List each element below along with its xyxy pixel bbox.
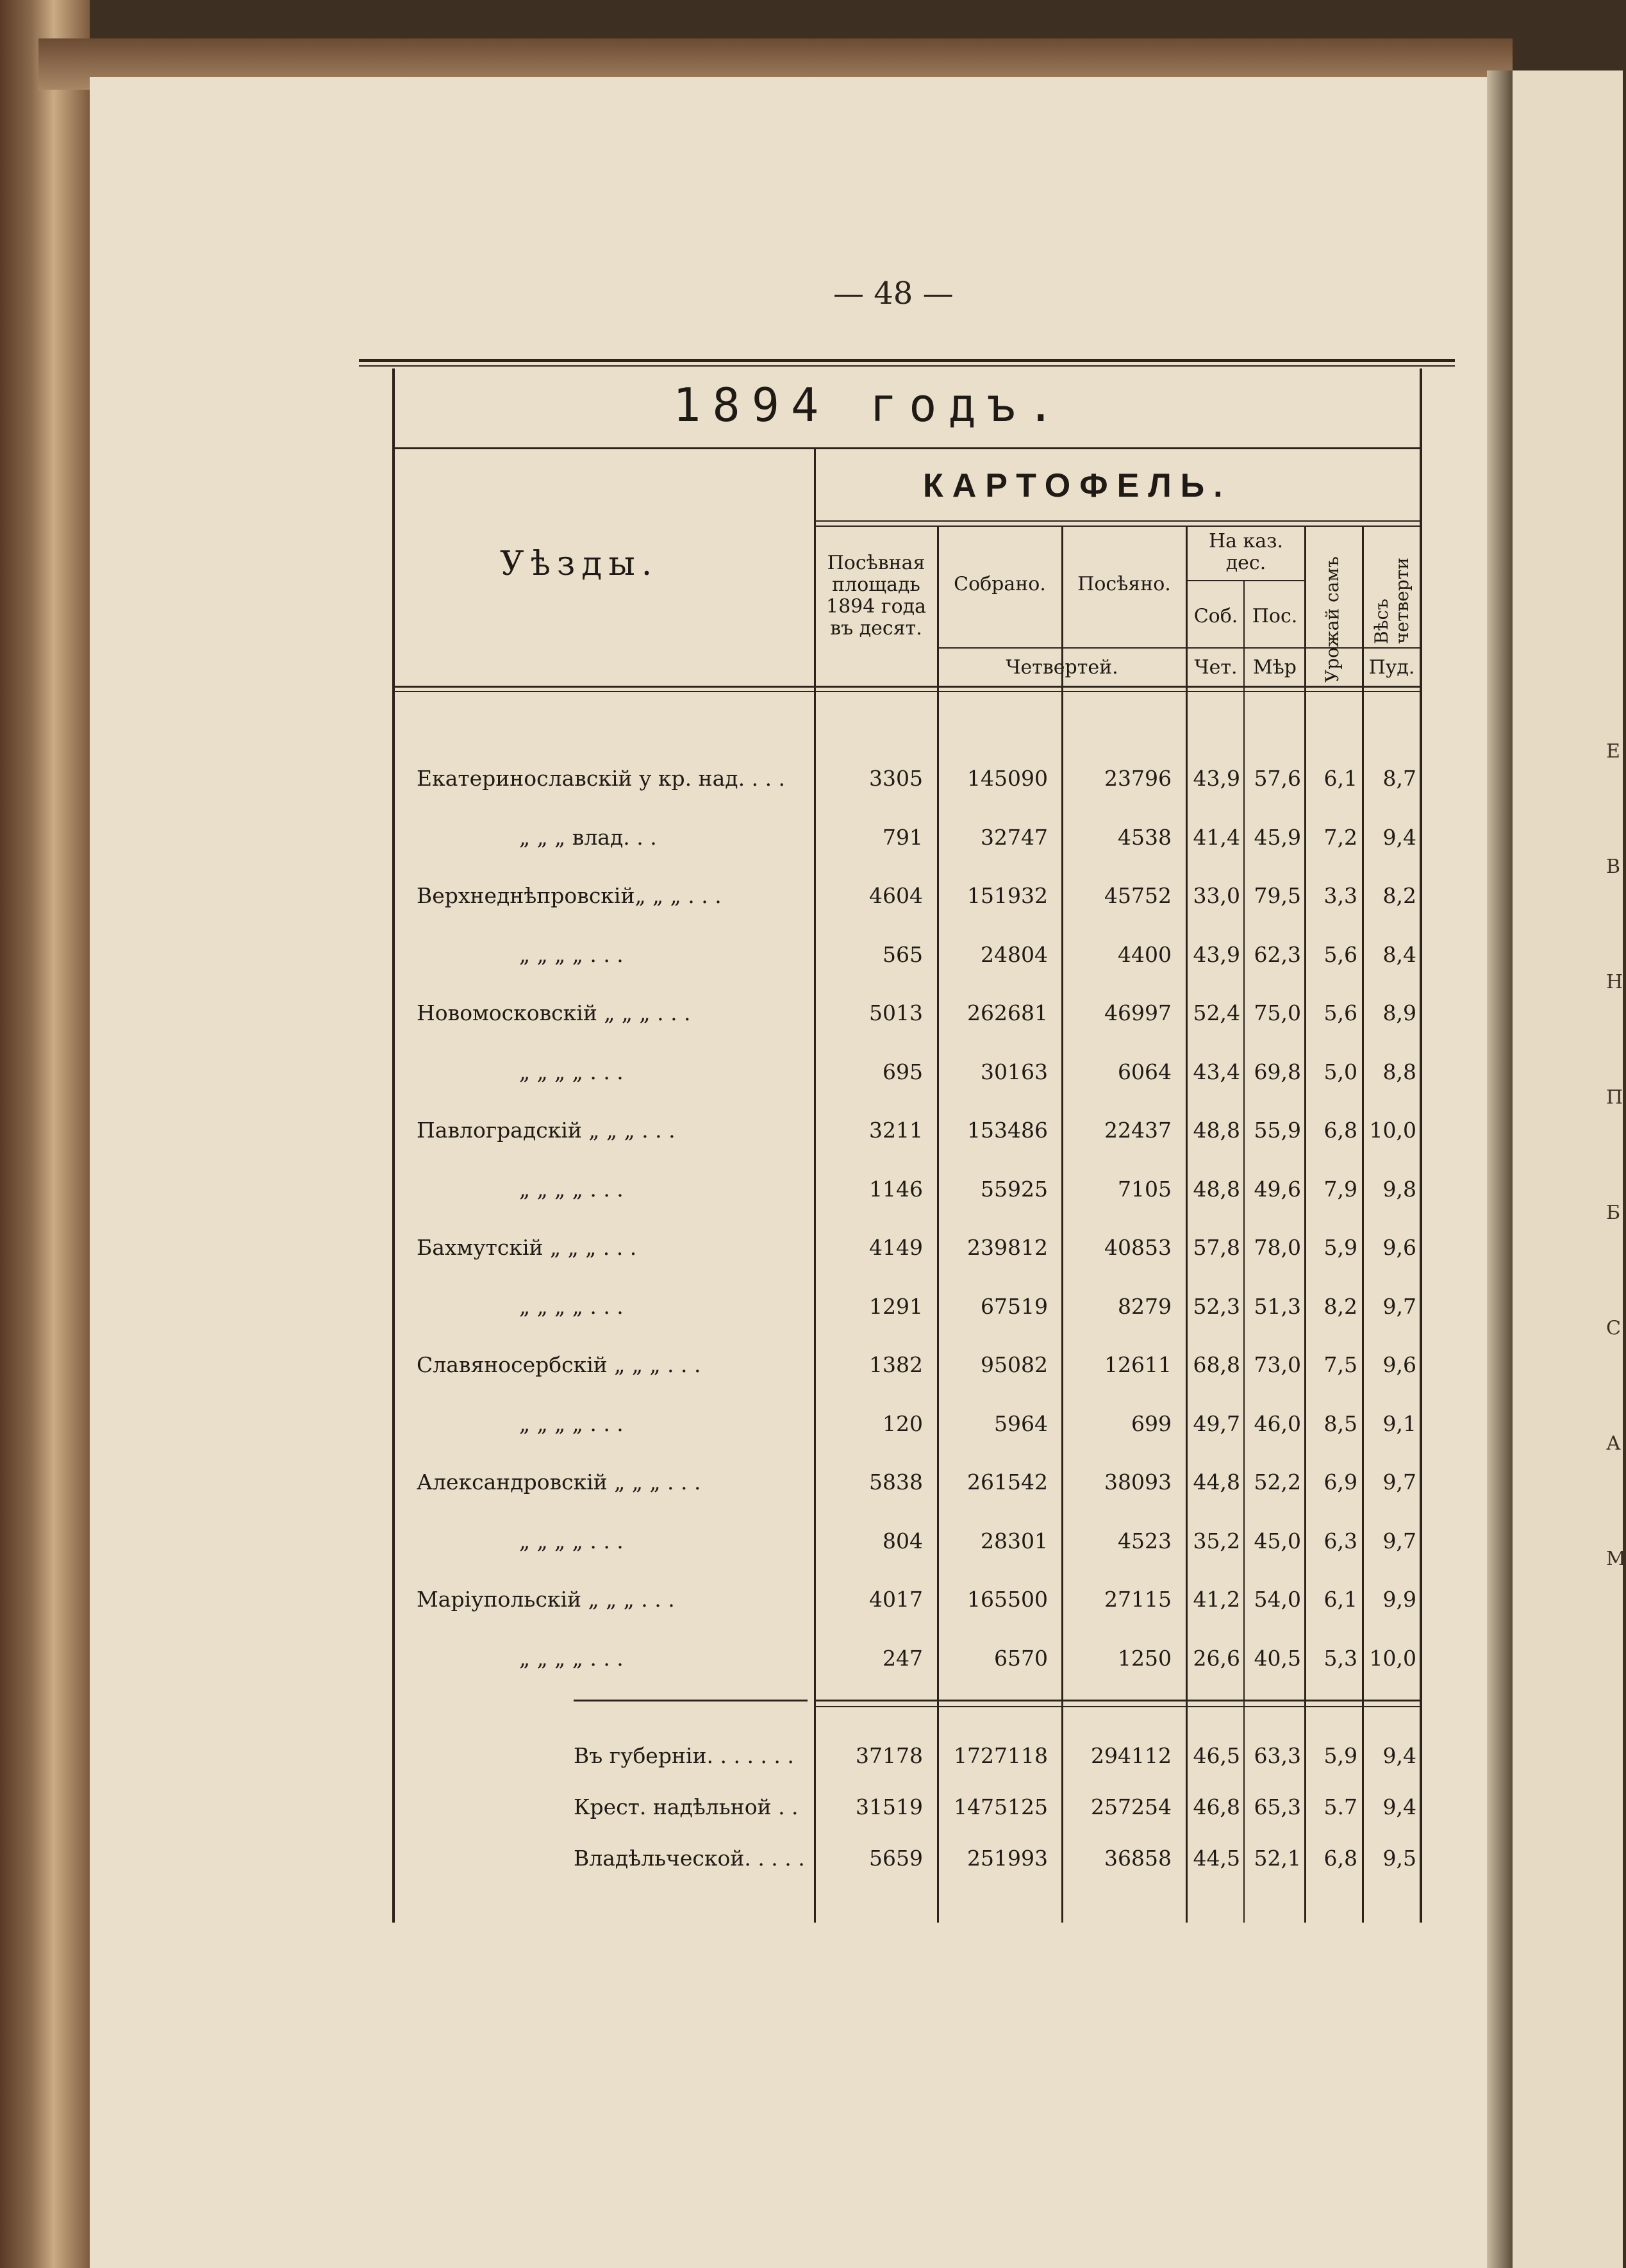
cell-sob: 44,5 [1193,1846,1240,1871]
district-header: Уѣзды. [500,545,659,583]
year-rule [395,447,1420,449]
cell-weight: 9,4 [1382,1794,1416,1819]
table-row [0,766,1623,804]
district-name: Новомосковскій „ „ „ . . . [417,1000,691,1025]
cell-yield: 5,3 [1323,1645,1357,1671]
cell-collected: 28301 [981,1528,1048,1553]
cell-weight: 9,4 [1382,824,1416,850]
district-name: Крест. надѣльной . . [574,1794,799,1819]
col-line-4 [1186,526,1188,1923]
yield-header: Урожай самъ [1322,556,1343,683]
cell-weight: 8,4 [1382,941,1416,967]
cell-collected: 261542 [967,1469,1048,1494]
cell-sown: 4523 [1118,1528,1172,1553]
district-name: „ „ „ влад. . . [519,824,657,850]
crop-rule [816,520,1420,522]
cell-weight: 9,7 [1382,1469,1416,1494]
district-name: Маріупольскій „ „ „ . . . [417,1587,675,1612]
cell-sob: 44,8 [1193,1469,1240,1494]
cell-sown: 699 [1131,1411,1172,1436]
cell-pos: 51,3 [1254,1293,1301,1319]
cell-weight: 9,6 [1382,1235,1416,1260]
table-row [0,1000,1623,1039]
cell-sob: 26,6 [1193,1645,1240,1671]
totals-rule [816,1700,1420,1701]
cell-yield: 6,1 [1323,1587,1357,1612]
cell-sown: 257254 [1091,1794,1172,1819]
cell-collected: 1475125 [954,1794,1048,1819]
cell-weight: 8,9 [1382,1000,1416,1025]
cell-area: 1382 [869,1352,923,1377]
cell-pos: 49,6 [1254,1176,1301,1202]
next-page-letter: П [1606,1086,1623,1109]
cell-sown: 6064 [1118,1059,1172,1084]
cell-sob: 43,9 [1193,766,1240,791]
cell-pos: 45,0 [1254,1528,1301,1553]
cell-sown: 294112 [1091,1743,1172,1768]
cell-sob: 41,4 [1193,824,1240,850]
cell-sown: 1250 [1118,1645,1172,1671]
cell-pos: 63,3 [1254,1743,1301,1768]
area-header: Посѣвная площадь 1894 года въ десят. [825,552,927,640]
cell-area: 31519 [856,1794,923,1819]
cell-area: 4149 [869,1235,923,1260]
cell-sown: 45752 [1104,883,1172,908]
col-line-7 [1362,526,1364,1923]
cell-pos: 79,5 [1254,883,1301,908]
next-page-letter: В [1606,856,1621,878]
next-page-letter: Е [1606,740,1620,763]
cell-sob: 43,4 [1193,1059,1240,1084]
cell-pos: 46,0 [1254,1411,1301,1436]
district-name: Бахмутскій „ „ „ . . . [417,1235,637,1260]
cell-weight: 9,6 [1382,1352,1416,1377]
cell-area: 5013 [869,1000,923,1025]
cell-collected: 251993 [967,1846,1048,1871]
cell-sob: 43,9 [1193,941,1240,967]
district-name: „ „ „ „ . . . [519,1293,624,1319]
cell-collected: 24804 [981,941,1048,967]
cell-area: 791 [883,824,923,850]
cell-yield: 5,9 [1323,1743,1357,1768]
table-row [0,1118,1623,1156]
next-page [1513,70,1623,2268]
cell-collected: 151932 [967,883,1048,908]
cell-yield: 3,3 [1323,883,1357,908]
cell-weight: 8,7 [1382,766,1416,791]
cell-yield: 7,2 [1323,824,1357,850]
cell-sown: 4400 [1118,941,1172,967]
header-bottom-rule [395,686,1420,688]
cell-sob: 68,8 [1193,1352,1240,1377]
table-row [0,1646,1623,1684]
table-row [0,1177,1623,1215]
per-desyatina-header: На каз. дес. [1208,530,1284,574]
next-page-letter: М [1606,1548,1626,1570]
pud-header: Пуд. [1368,656,1415,679]
cell-area: 3305 [869,766,923,791]
table-row [0,1294,1623,1332]
district-name: „ „ „ „ . . . [519,1528,624,1553]
table-row [0,1411,1623,1450]
cell-sob: 49,7 [1193,1411,1240,1436]
cell-yield: 5,0 [1323,1059,1357,1084]
cell-sown: 12611 [1104,1352,1172,1377]
cell-sob: 52,3 [1193,1293,1240,1319]
cell-weight: 10,0 [1369,1118,1416,1143]
cell-weight: 8,2 [1382,883,1416,908]
cell-pos: 57,6 [1254,766,1301,791]
cell-pos: 73,0 [1254,1352,1301,1377]
totals-rule-2 [816,1706,1420,1707]
cell-area: 247 [883,1645,923,1671]
cell-collected: 5964 [994,1411,1048,1436]
cell-sown: 27115 [1104,1587,1172,1612]
next-page-letter: Н [1606,971,1623,993]
cell-area: 3211 [869,1118,923,1143]
crop-title: КАРТОФЕЛЬ. [923,467,1232,504]
cell-sob: 46,5 [1193,1743,1240,1768]
cell-sob: 33,0 [1193,883,1240,908]
cell-yield: 5.7 [1323,1794,1357,1819]
district-name: Павлоградскій „ „ „ . . . [417,1118,676,1143]
table-row [0,1059,1623,1098]
cell-pos: 65,3 [1254,1794,1301,1819]
next-page-letter: Б [1606,1202,1621,1224]
cell-collected: 95082 [981,1352,1048,1377]
top-rule-thin [359,365,1455,367]
totals-rule-left [574,1700,808,1701]
cell-yield: 5,6 [1323,1000,1357,1025]
cell-sob: 41,2 [1193,1587,1240,1612]
totals-row [0,1743,1623,1782]
next-page-letter: А [1606,1432,1621,1455]
cell-weight: 9,7 [1382,1293,1416,1319]
cell-area: 120 [883,1411,923,1436]
cell-weight: 9,8 [1382,1176,1416,1202]
cell-yield: 8,5 [1323,1411,1357,1436]
table-row [0,1352,1623,1391]
cell-yield: 7,9 [1323,1176,1357,1202]
top-rule [359,359,1455,362]
page-number: — 48 — [833,276,954,311]
cell-pos: 45,9 [1254,824,1301,850]
cell-collected: 239812 [967,1235,1048,1260]
weight-header: Вѣсъ четверти [1371,558,1413,644]
mer-header: Мѣр [1252,656,1297,679]
cell-collected: 67519 [981,1293,1048,1319]
district-name: Славяносербскій „ „ „ . . . [417,1352,701,1377]
cell-pos: 54,0 [1254,1587,1301,1612]
cell-weight: 9,9 [1382,1587,1416,1612]
cell-yield: 6,8 [1323,1846,1357,1871]
cell-area: 1291 [869,1293,923,1319]
cell-sown: 22437 [1104,1118,1172,1143]
cell-area: 695 [883,1059,923,1084]
district-name: „ „ „ „ . . . [519,1645,624,1671]
cell-sown: 7105 [1118,1176,1172,1202]
totals-row [0,1846,1623,1884]
cell-sown: 36858 [1104,1846,1172,1871]
cell-pos: 62,3 [1254,941,1301,967]
cell-sown: 38093 [1104,1469,1172,1494]
cell-yield: 6,1 [1323,766,1357,791]
cell-sown: 46997 [1104,1000,1172,1025]
cell-area: 1146 [869,1176,923,1202]
cell-sob: 48,8 [1193,1176,1240,1202]
cell-yield: 7,5 [1323,1352,1357,1377]
sown-header: Посѣяно. [1077,573,1171,595]
district-name: „ „ „ „ . . . [519,941,624,967]
units-rule [939,647,1420,649]
cell-area: 5838 [869,1469,923,1494]
cell-yield: 8,2 [1323,1293,1357,1319]
cell-pos: 52,1 [1254,1846,1301,1871]
table-row [0,1469,1623,1508]
cell-collected: 6570 [994,1645,1048,1671]
cell-pos: 52,2 [1254,1469,1301,1494]
cell-yield: 6,9 [1323,1469,1357,1494]
cell-weight: 10,0 [1369,1645,1416,1671]
cell-collected: 262681 [967,1000,1048,1025]
cell-pos: 75,0 [1254,1000,1301,1025]
cell-weight: 9,4 [1382,1743,1416,1768]
cell-pos: 40,5 [1254,1645,1301,1671]
col-line-6 [1304,526,1306,1923]
table-row [0,1587,1623,1625]
cell-area: 565 [883,941,923,967]
cell-area: 5659 [869,1846,923,1871]
cell-pos: 78,0 [1254,1235,1301,1260]
cell-yield: 5,9 [1323,1235,1357,1260]
district-name: „ „ „ „ . . . [519,1411,624,1436]
cell-weight: 9,7 [1382,1528,1416,1553]
cell-weight: 9,5 [1382,1846,1416,1871]
cell-collected: 165500 [967,1587,1048,1612]
district-name: „ „ „ „ . . . [519,1059,624,1084]
cell-sown: 23796 [1104,766,1172,791]
cell-collected: 153486 [967,1118,1048,1143]
cell-sown: 4538 [1118,824,1172,850]
district-name: Владѣльческой. . . . . [574,1846,805,1871]
header-bottom-rule-2 [395,691,1420,692]
subhead-rule [1188,580,1304,581]
table-row [0,1235,1623,1273]
cell-sob: 57,8 [1193,1235,1240,1260]
cell-collected: 55925 [981,1176,1048,1202]
collected-header: Собрано. [954,573,1046,595]
cell-sob: 35,2 [1193,1528,1240,1553]
cell-sob: 48,8 [1193,1118,1240,1143]
chet-header: Чет. [1194,656,1238,679]
cell-collected: 32747 [981,824,1048,850]
district-name: Въ губерніи. . . . . . . [574,1743,794,1768]
cell-sob: 46,8 [1193,1794,1240,1819]
cell-area: 4604 [869,883,923,908]
table-row [0,942,1623,981]
district-name: „ „ „ „ . . . [519,1176,624,1202]
col-line-2 [937,526,939,1923]
crop-rule-2 [816,526,1420,527]
cell-area: 804 [883,1528,923,1553]
table-row [0,1528,1623,1567]
district-name: Екатеринославскій у кр. над. . . . [417,766,786,791]
cell-weight: 9,1 [1382,1411,1416,1436]
cell-sob: 52,4 [1193,1000,1240,1025]
cell-collected: 30163 [981,1059,1048,1084]
cell-weight: 8,8 [1382,1059,1416,1084]
cell-yield: 6,3 [1323,1528,1357,1553]
page-gutter [1487,70,1513,2268]
quarters-header: Четвертей. [1006,656,1118,679]
pos-header: Пос. [1252,605,1298,627]
cell-sown: 40853 [1104,1235,1172,1260]
cell-area: 4017 [869,1587,923,1612]
next-page-letter: С [1606,1317,1621,1339]
cell-collected: 1727118 [954,1743,1048,1768]
cell-pos: 55,9 [1254,1118,1301,1143]
cell-area: 37178 [856,1743,923,1768]
col-line-3 [1061,526,1063,1923]
cell-yield: 5,6 [1323,941,1357,967]
table-row [0,825,1623,863]
year-heading: 1894 годъ. [673,378,1066,432]
cell-collected: 145090 [967,766,1048,791]
table-row [0,883,1623,922]
cell-yield: 6,8 [1323,1118,1357,1143]
sob-header: Соб. [1193,605,1238,627]
district-name: Александровскій „ „ „ . . . [417,1469,701,1494]
district-name: Верхнеднѣпровскій„ „ „ . . . [417,883,722,908]
totals-row [0,1794,1623,1833]
cell-pos: 69,8 [1254,1059,1301,1084]
cell-sown: 8279 [1118,1293,1172,1319]
